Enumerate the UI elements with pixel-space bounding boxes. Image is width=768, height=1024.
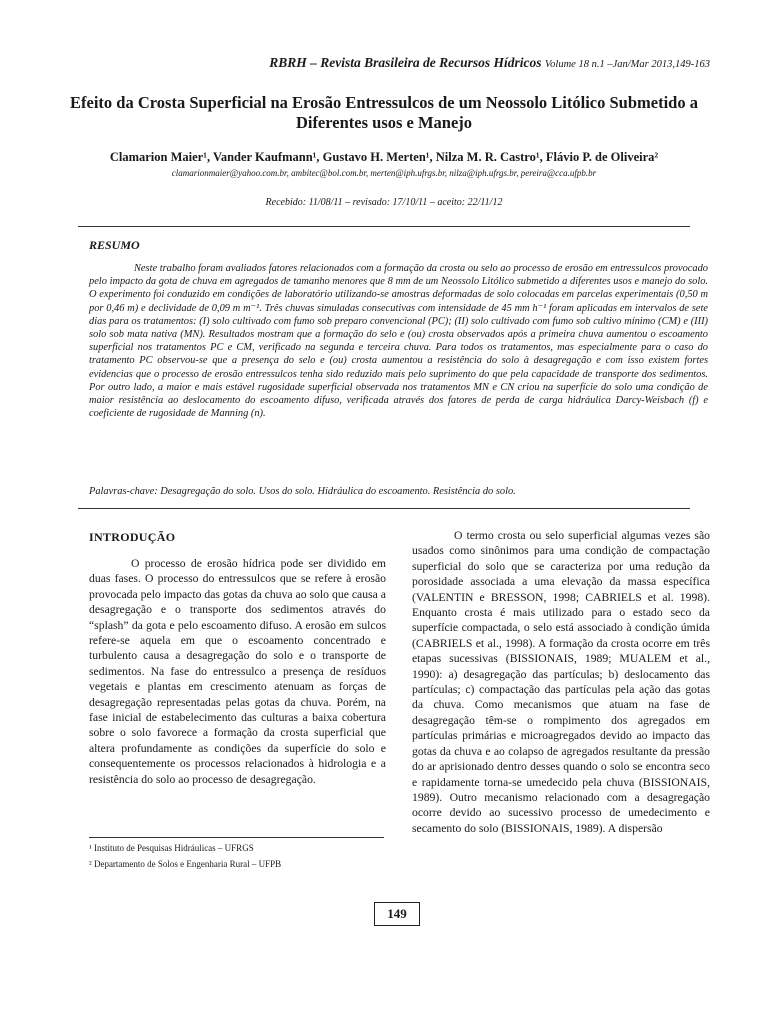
abstract-heading: RESUMO xyxy=(89,238,140,252)
footnote-1: ¹ Instituto de Pesquisas Hidráulicas – UFRGS xyxy=(89,843,254,853)
author-emails: clamarionmaier@yahoo.com.br, ambitec@bol.com.br, merten@iph.ufrgs.br, nilza@iph.ufrgs.br, pereira@cca.ufpb.br xyxy=(171,168,597,178)
journal-header xyxy=(58,55,710,71)
abstract-bottom-rule xyxy=(78,508,690,509)
page-number: 149 xyxy=(374,902,420,926)
article-title: Efeito da Crosta Superficial na Erosão Entressulcos de um Neossolo Litólico Submetido a Diferentes usos e Manejo xyxy=(70,93,698,132)
abstract-text: Neste trabalho foram avaliados fatores relacionados com a formação da crosta ou selo ao processo de erosão em entressulcos provocado pelo impacto da gota de chuva em agregados de tamanho menores que 8 mm de um Neossolo Litólico submetido a diferentes usos e manejo do solo. O experimento foi conduzido em condições de laboratório utilizando-se amostras deformadas de solo colocadas em parcelas experimentais (0,50 m por 0,46 m) e declividade de 0,09 m m⁻¹. Três chuvas simuladas consecutivas com intensidade de 45 mm h⁻¹ foram aplicadas em intervalos de sete dias para os tratamentos: (I) solo cultivado com fumo sob preparo convencional (PC); (II) solo cultivado com fumo sob cultivo mínimo (CM) e (III) solo sob mata nativa (MN). Resultados mostram que a formação do selo e (ou) crosta observados após a primeira chuva aumentou o escoamento superficial nos tratamentos PC e CM, verificado na segunda e terceira chuva. Para todos os tratamentos, mas especialmente para o caso do tratamento PC observou-se que a presença do selo e (ou) crosta aumentou a resistência do solo à desagregação e com isso existem fortes evidencias que o processo de erosão entressulcos tenha sido reduzido mais pelo suprimento do que pela capacidade de transporte dos sedimentos. Por outro lado, a maior e mais estável rugosidade superficial observada nos tratamentos MN e CN criou na superfície do solo uma condição de maior resistência ao deslocamento do escoamento difuso, verificada através dos fatores de perda de carga hidráulica Darcy-Weisbach (f) e coeficiente de rugosidade de Manning (n). xyxy=(89,263,708,420)
author-list: Clamarion Maier¹, Vander Kaufmann¹, Gustavo H. Merten¹, Nilza M. R. Castro¹, Flávio P. de Oliveira² xyxy=(109,150,659,164)
footnote-rule xyxy=(89,837,384,838)
footnote-2: ² Departamento de Solos e Engenharia Rural – UFPB xyxy=(89,859,282,869)
keywords xyxy=(89,486,708,497)
introduction-heading: INTRODUÇÃO xyxy=(89,530,176,544)
keywords-text: Desagregação do solo. Usos do solo. Hidráulica do escoamento. Resistência do solo. xyxy=(160,486,516,497)
introduction-left-column: O processo de erosão hídrica pode ser dividido em duas fases. O processo do entressulcos que se refere à erosão provocada pelo impacto das gotas da chuva ao solo que causa a desagregação e o transporte dos sedimentos através do “splash” da gota e pelo escoamento difuso. A erosão em sulcos refere-se aquela em que o escoamento concentrado e turbulento causa a desagregação do solo e o transporte de sedimentos. Na fase do entressulco a presença de resíduos vegetais e plantas em crescimento atenuam as forças de desagregação representadas pelas gotas da chuva. Porém, na fase inicial de estabelecimento das culturas a baixa cobertura sobre o solo favorece a formação da crosta superficial que altera profundamente as condições da superfície do solo e consequentemente os processos relacionados à hidrologia e a resistência do solo ao processo de desagregação. xyxy=(89,557,386,786)
keywords-label: Palavras-chave: xyxy=(89,486,158,497)
journal-name: RBRH – Revista Brasileira de Recursos Hídricos xyxy=(269,55,542,70)
abstract-top-rule xyxy=(78,226,690,227)
introduction-right-column: O termo crosta ou selo superficial algumas vezes são usados como sinônimos para uma condição de compactação superficial do solo que se caracteriza por uma redução da porosidade associada a uma elevação da massa específica (VALENTIN e BRESSON, 1998; CABRIELS et al. 1998). Enquanto crosta é mais utilizado para o estado seco da superfície compactada, o selo está associado à condição úmida (CABRIELS et al., 1998). A formação da crosta ocorre em três etapas sucessivas (BISSIONAIS, 1989; MUALEM et al., 1990): a) desagregação das partículas; b) deslocamento das partículas; c) compactação das partículas pela ação das gotas da chuva. Como mecanismos que atuam na fase de desagregação têm-se o rompimento dos agregados em partículas primárias e microagregados devido ao impacto das gotas da chuva e ao colapso de agregados resultante da pressão do ar aprisionado dentro desses quando o solo se encontra seco e rapidamente torna-se umedecido pela chuva (BISSIONAIS, 1989). Outro mecanismo relacionado com a desagregação ocorre devido ao sucessivo processo de umedecimento e secamento do solo (BISSIONAIS, 1989). A dispersão xyxy=(412,529,710,835)
journal-volume: Volume 18 n.1 –Jan/Mar 2013,149-163 xyxy=(544,59,710,70)
submission-dates: Recebido: 11/08/11 – revisado: 17/10/11 – aceito: 22/11/12 xyxy=(265,197,503,208)
